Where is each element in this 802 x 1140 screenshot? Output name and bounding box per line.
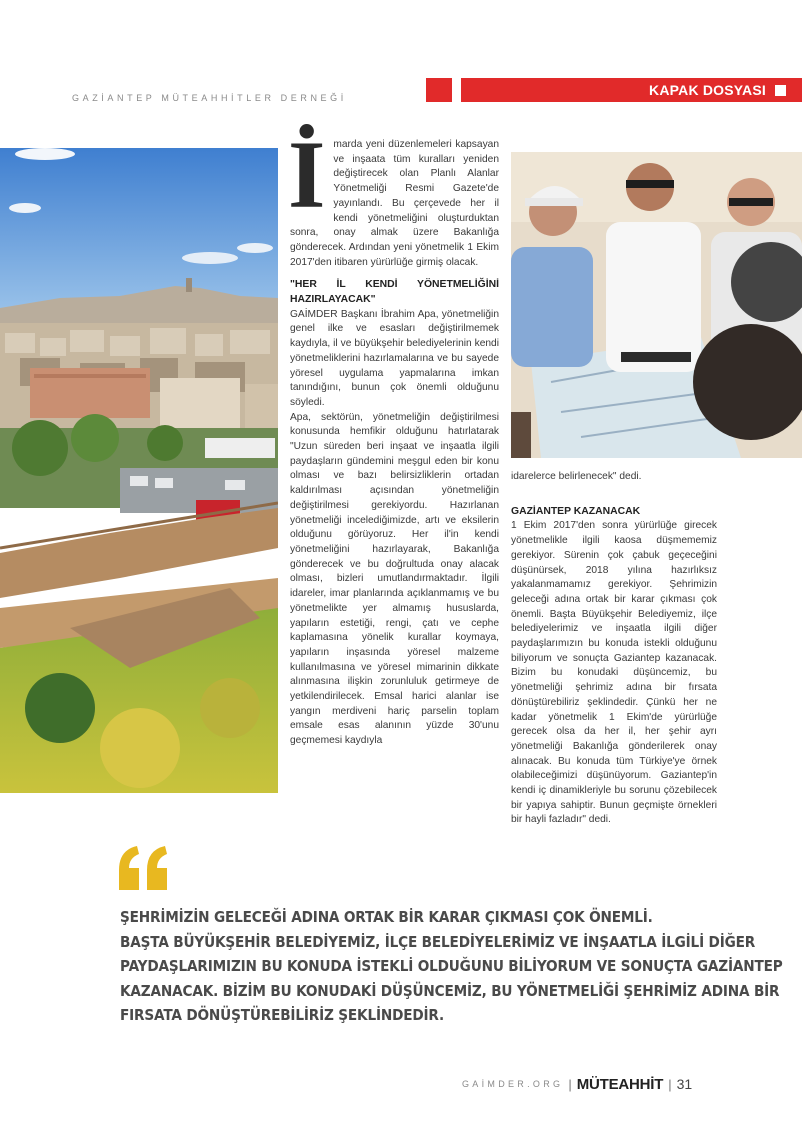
city-photo xyxy=(0,148,278,793)
quote-mark-icon xyxy=(115,840,175,900)
square-icon xyxy=(775,85,786,96)
pull-quote-line: KAZANACAK. BİZİM BU KONUDAKİ DÜŞÜNCEMİZ, BU YÖNETMELİĞİ ŞEHRİMİZ ADINA BİR xyxy=(120,981,780,1000)
organization-name: GAZİANTEP MÜTEAHHİTLER DERNEĞİ xyxy=(72,93,347,103)
meeting-photo xyxy=(511,152,802,458)
intro-paragraph: marda yeni düzenlemeleri kapsayan ve inşaata tüm kuralları yeniden değiştirecek olan Planlı Alanlar Yönetmeliği Resmi Gazete'de yayınlandı. Bu çerçevede her il kendi yönetmeliğini oluşturduktan sonra, onay almak üzere Bakanlığa gönderecek. Ardından yeni yönetmelik 1 Ekim 2017'den itibaren yürürlüğe girmiş olacak. xyxy=(290,139,499,268)
subheading-her-il: "HER İL KENDİ YÖNETMELİĞİNİ HAZIRLAYACAK" xyxy=(290,279,499,306)
pull-quote xyxy=(120,905,783,1028)
continuation-text: idarelerce belirlenecek" dedi. xyxy=(511,471,642,482)
paragraph-apa: Apa, sektörün, yönetmeliğin değiştirilmesi konusunda hemfikir olduğunu hatırlatarak "Uzun süreden beri inşaat ve inşaatla ilgili paydaşların gündemini meşgul eden bir konu olması ve bazı belirsizliklerin ortadan kaldırılması açısından yönetmeliğin değiştirilmesi gerekiyordu. Hazırlanan yönetmeliği incelediğimizde, artı ve eksilerin olduğunu görüyoruz. Her il'in kendi yönetmeliğini hazırlayarak, Bakanlığa gönderecek ve bu doğrultuda onay alacak olması, bizleri umutlandırmaktadır. İlgili idareler, imar planlarında açıklanmamış ve bu yönetmelikte yer almamış hususlarda, yapıların estetiği, rengi, çatı ve cephe kaplamasına yönelik kurallar koymaya, yapıların inşasında yöresel malzeme kullanılmasına ve yöresel mimarinin dikkate alınmasına ilişkin zorunluluk getirmeye de yetkilendirilecek. Emsal harici alanlar ise yangın merdiveni hariç parselin toplam emsale esas alanının yüzde 30'unu geçmemesi kaydıyla xyxy=(290,411,499,747)
pull-quote-line: ŞEHRİMİZİN GELECEĞİ ADINA ORTAK BİR KARAR ÇIKMASI ÇOK ÖNEMLİ. xyxy=(120,908,653,926)
paragraph-kazanacak: 1 Ekim 2017'den sonra yürürlüğe girecek yönetmelikle ilgili kaosa düşmememiz gerekiyor. Sürenin çok çabuk geçeceğini düşünürsek, 2018 yılına hazırlıksız yakalanmamamız gerekiyor. Şehrimizin geleceği adına ortak bir karar çıkması çok önemli. Başta Büyükşehir Belediyemiz, ilçe belediyelerimiz ve inşaatla ilgili diğer paydaşlarımızın bu konuda istekli olduğunu biliyorum ve sonuçta Gaziantep kazanacak. Bizim bu konudaki düşüncemiz, bu yönetmeliği şehrimiz adına bir fırsata dönüştürebiliriz şeklindedir. Çünkü her ne kadar yönetmelik 1 Ekim'de yürürlüğe gerecek olsa da her il, her şehir ayrı yönetmeliği Bakanlığa gönderilerek onay alınacak. Bu konuda tüm Türkiye'ye örnek olabileceğimizi düşünüyorum. Gaziantep'in kendi iç dinamikleriyle bu sorunu çözebilecek bir yapıya sahiptir. Bunun geçmişte örnekleri bir hayli fazladır" dedi. xyxy=(511,520,717,826)
page-footer xyxy=(462,1076,692,1092)
section-title: KAPAK DOSYASI xyxy=(649,82,766,98)
drop-cap: İ xyxy=(288,121,326,228)
footer-separator: | xyxy=(668,1076,672,1092)
header-accent-block xyxy=(426,78,452,102)
article-right-column xyxy=(511,470,717,828)
paragraph-gaimder: GAİMDER Başkanı İbrahim Apa, yönetmeliğin genel ilke ve esasları değiştirilmemek kaydıyla, il ve büyükşehir belediyelerinin kendi yönetmeliklerini hazırlamalarına ve bu sayede yöresel uygulama yapmalarına imkan tanındığını, bunun çok önemli olduğunu söyledi. xyxy=(290,308,499,408)
section-banner xyxy=(461,78,802,102)
subheading-gaziantep: GAZİANTEP KAZANACAK xyxy=(511,505,641,517)
pull-quote-line: PAYDAŞLARIMIZIN BU KONUDA İSTEKLİ OLDUĞUNU BİLİYORUM VE SONUÇTA GAZİANTEP xyxy=(120,957,783,975)
page-number: 31 xyxy=(676,1076,693,1092)
pull-quote-line: BAŞTA BÜYÜKŞEHİR BELEDİYEMİZ, İLÇE BELEDİYELERİMİZ VE İNŞAATLA İLGİLİ DİĞER xyxy=(120,932,756,951)
pull-quote-line: FIRSATA DÖNÜŞTÜREBİLİRİZ ŞEKLİNDEDİR. xyxy=(120,1006,445,1024)
footer-brand: MÜTEAHHİT xyxy=(576,1075,664,1093)
footer-separator: | xyxy=(568,1076,572,1092)
footer-site: GAİMDER.ORG xyxy=(462,1079,564,1089)
article-middle-column xyxy=(288,121,499,749)
